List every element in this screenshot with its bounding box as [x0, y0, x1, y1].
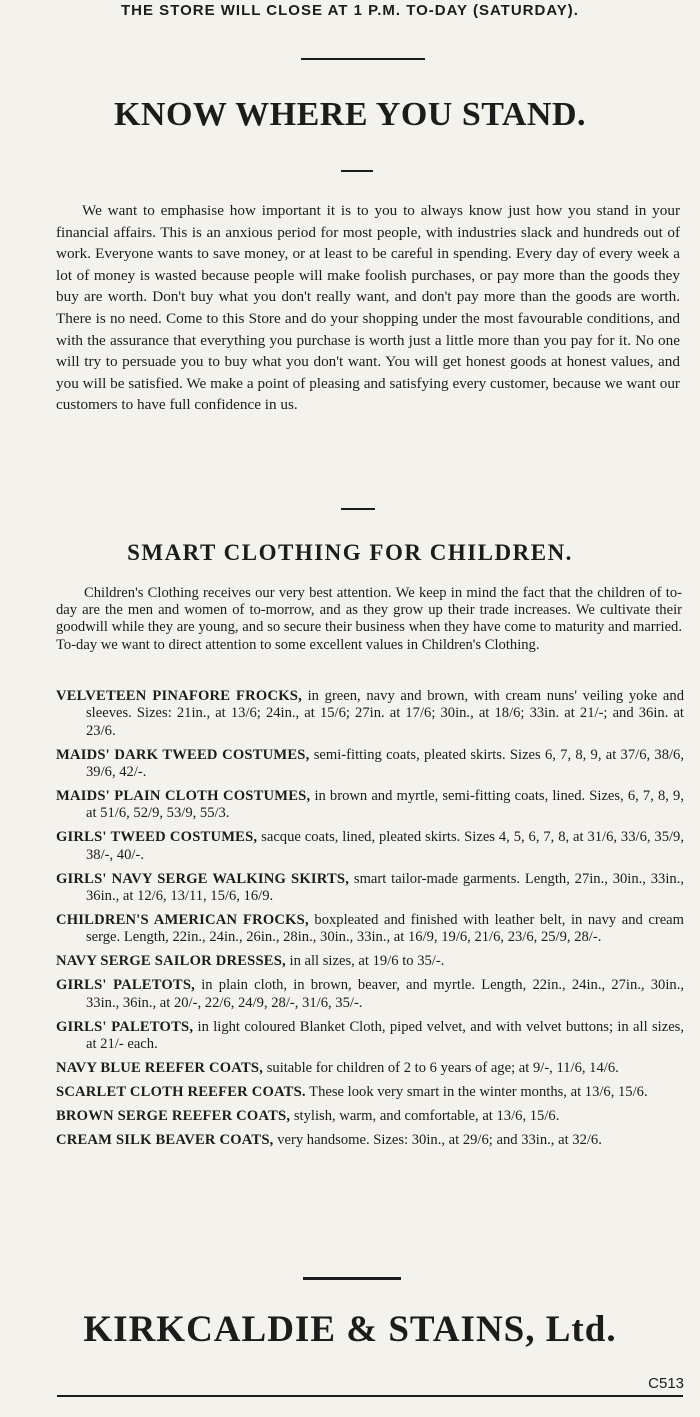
- list-item: [56, 1084, 684, 1101]
- item-description: semi-fitting coats, pleated skirts. Sizes 6, 7, 8, 9, at 37/6, 38/6, 39/6, 42/-.: [86, 746, 684, 781]
- item-name: SCARLET CLOTH REEFER COATS.: [56, 1083, 306, 1100]
- list-item: [56, 1108, 684, 1125]
- item-name: GIRLS' NAVY SERGE WALKING SKIRTS,: [56, 870, 350, 887]
- item-name: NAVY SERGE SAILOR DRESSES,: [56, 953, 286, 970]
- children-section-heading: SMART CLOTHING FOR CHILDREN.: [127, 540, 573, 565]
- item-name: CHILDREN'S AMERICAN FROCKS,: [56, 911, 309, 928]
- item-description: in plain cloth, in brown, beaver, and myrtle. Length, 22in., 24in., 27in., 30in., 33in., 36in., at 20/-, 22/6, 24/9, 28/-, 31/6, 35/-.: [86, 977, 685, 1011]
- advertisement-code: C513: [648, 1375, 684, 1392]
- divider-rule: [341, 508, 375, 510]
- list-item: [56, 953, 684, 970]
- list-item: [56, 912, 684, 947]
- intro-paragraph: We want to emphasise how important it is to you to always know just how you stand in your financial affairs. This is an anxious period for most people, with industries slack and hundreds out of work. Everyone wants to save money, or at least to be careful in spending. Every day of every week a lot of money is wasted because people will make foolish purchases, or pay more than the goods they buy are worth. Don't buy what you don't really want, and don't pay more than the goods are worth. There is no need. Come to this Store and do your shopping under the most favourable conditions, and with the assurance that everything you purchase is worth just a little more than you pay for it. No one will try to persuade you to buy what you don't want. You will get honest goods at honest values, and you will be satisfied. We make a point of pleasing and satisfying every customer, because we want our customers to have full confidence in us.: [56, 202, 680, 414]
- divider-rule: [303, 1277, 401, 1280]
- item-description: smart tailor-made garments. Length, 27in., 30in., 33in., 36in., at 12/6, 13/11, 15/6, 16/9.: [86, 870, 684, 905]
- list-item: [56, 1132, 684, 1149]
- item-description: very handsome. Sizes: 30in., at 29/6; and 33in., at 32/6.: [277, 1131, 602, 1148]
- store-signature: KIRKCALDIE & STAINS, Ltd.: [83, 1309, 617, 1350]
- item-name: GIRLS' PALETOTS,: [56, 1018, 194, 1035]
- item-name: GIRLS' PALETOTS,: [56, 977, 196, 994]
- item-description: stylish, warm, and comfortable, at 13/6, 15/6.: [293, 1107, 560, 1124]
- item-name: GIRLS' TWEED COSTUMES,: [56, 829, 258, 846]
- list-item: [56, 788, 684, 823]
- list-item: [56, 1019, 684, 1054]
- children-intro-paragraph: Children's Clothing receives our very best attention. We keep in mind the fact that the children of to-day are the men and women of to-morrow, and as they grow up their trade increases. We cultivate their goodwill while they are young, and so secure their business when they have come to maturity and married. To-day we want to direct attention to some excellent values in Children's Clothing.: [56, 585, 682, 653]
- item-description: These look very smart in the winter months, at 13/6, 15/6.: [309, 1083, 648, 1100]
- item-description: in all sizes, at 19/6 to 35/-.: [289, 953, 445, 970]
- list-item: [56, 871, 684, 906]
- list-item: [56, 688, 684, 740]
- closing-notice: THE STORE WILL CLOSE AT 1 P.M. TO-DAY (SATURDAY).: [121, 2, 579, 19]
- item-description: in brown and myrtle, semi-fitting coats, lined. Sizes, 6, 7, 8, 9, at 51/6, 52/9, 53/9, 55/3.: [86, 788, 684, 822]
- list-item: [56, 977, 684, 1012]
- item-description: in light coloured Blanket Cloth, piped velvet, and with velvet buttons; in all sizes, at 21/- each.: [86, 1018, 684, 1052]
- item-name: BROWN SERGE REEFER COATS,: [56, 1107, 291, 1124]
- item-name: CREAM SILK BEAVER COATS,: [56, 1131, 274, 1148]
- bottom-rule: [57, 1395, 683, 1397]
- list-item: [56, 829, 684, 864]
- headline: KNOW WHERE YOU STAND.: [113, 96, 587, 133]
- list-item: [56, 1060, 684, 1077]
- list-item: [56, 747, 684, 782]
- clothing-item-list: [56, 688, 684, 1155]
- divider-rule: [301, 58, 425, 60]
- item-name: VELVETEEN PINAFORE FROCKS,: [56, 688, 302, 704]
- item-name: NAVY BLUE REEFER COATS,: [56, 1059, 264, 1076]
- item-name: MAIDS' DARK TWEED COSTUMES,: [56, 746, 310, 763]
- item-description: in green, navy and brown, with cream nuns' veiling yoke and sleeves. Sizes: 21in., at 13/6; 24in., at 15/6; 27in. at 17/6; 30in., at 18/6; 33in. at 21/-; and 36in. at 23/6.: [86, 688, 684, 739]
- item-description: boxpleated and finished with leather belt, in navy and cream serge. Length, 22in., 24in., 26in., 28in., 30in., 33in., at 16/9, 19/6, 21/6, 23/6, 25/9, 28/-.: [86, 911, 685, 946]
- item-name: MAIDS' PLAIN CLOTH COSTUMES,: [56, 788, 311, 805]
- item-description: suitable for children of 2 to 6 years of age; at 9/-, 11/6, 14/6.: [266, 1059, 619, 1076]
- item-description: sacque coats, lined, pleated skirts. Sizes 4, 5, 6, 7, 8, at 31/6, 33/6, 35/9, 38/-, 40/-.: [86, 829, 685, 863]
- divider-rule: [341, 170, 373, 172]
